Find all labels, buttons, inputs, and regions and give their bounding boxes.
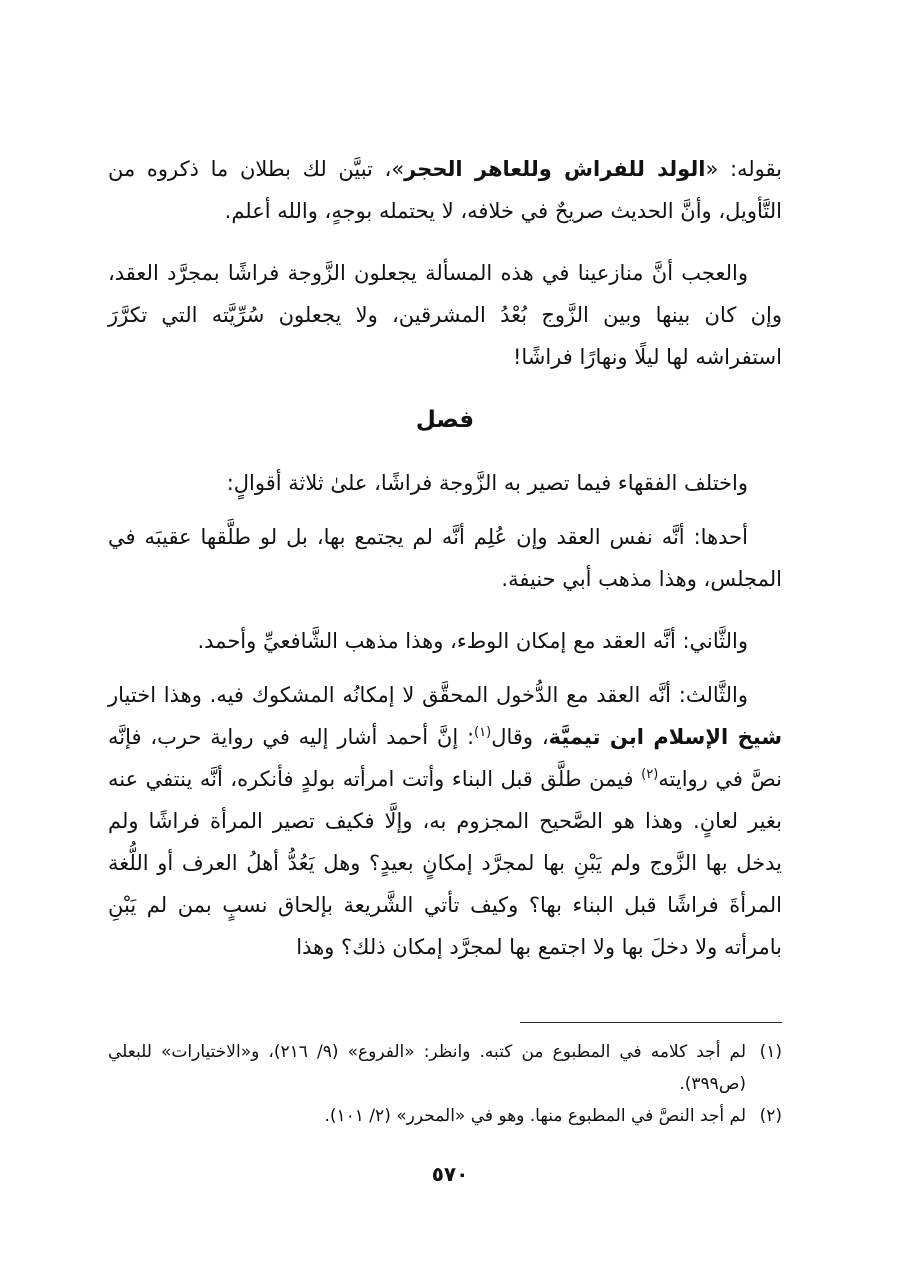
third-part-3: : إنَّ أحمد أشار إليه في رواية حرب، فإنَّه نصَّ في روايته	[108, 725, 783, 791]
footnotes	[108, 1036, 782, 1132]
second-opinion-text: والثَّاني: أنَّه العقد مع إمكان الوطء، وهذا مذهب الشَّافعيِّ وأحمد.	[197, 629, 748, 653]
ikhtilaf-text: واختلف الفقهاء فيما تصير به الزَّوجة فراشًا، علىٰ ثلاثة أقوالٍ:	[226, 471, 748, 495]
footnote-ref-1[interactable]: (١)	[474, 725, 492, 740]
paragraph-third-opinion	[108, 674, 782, 968]
wonder-text: والعجب أنَّ منازعينا في هذه المسألة يجعلون الزَّوجة فراشًا بمجرَّد العقد، وإن كان بينها وبين الزَّوج بُعْدُ المشرقين، ولا يجعلون سُرِّيَّته التي تكرَّرَ استفراشه لها ليلًا ونهارًا فراشًا!	[108, 261, 782, 369]
footnote-ref-2[interactable]: (٢)	[641, 767, 659, 782]
paragraph-first-opinion	[108, 516, 782, 600]
paragraph-wonder	[108, 252, 782, 378]
footnote-number: (٢)	[759, 1106, 782, 1126]
page-number: ٥٧٠	[431, 1162, 469, 1186]
section-heading: فصل	[415, 407, 475, 433]
first-opinion-text: أحدها: أنَّه نفس العقد وإن عُلِم أنَّه لم يجتمع بها، بل لو طلَّقها عقيبَه في المجلس، وهذا مذهب أبي حنيفة.	[108, 525, 782, 591]
footnote-text: لم أجد النصَّ في المطبوع منها. وهو في «المحرر» (٢/ ١٠١).	[324, 1106, 746, 1126]
intro-text-after: »، تبيَّن لك بطلان ما ذكروه من التَّأويل، وأنَّ الحديث صريحٌ في خلافه، لا يحتمله بوجهٍ، والله أعلم.	[108, 157, 782, 223]
paragraph-ikhtilaf	[108, 462, 782, 504]
third-part-4: فيمن طلَّق قبل البناء وأتت امرأته بولدٍ فأنكره، أنَّه ينتفي عنه بغير لعانٍ. وهذا هو الصَّحيح المجزوم به، وإلَّا فكيف تصير المرأة فراشًا ولم يدخل بها الزَّوج ولم يَبْنِ بها لمجرَّد إمكانٍ بعيدٍ؟ وهل يَعُدُّ أهلُ العرف أو اللُّغة المرأةَ فراشًا قبل البناء بها؟ وكيف تأتي الشَّريعة بإلحاق نسبٍ بمن لم يَبْنِ بامرأته ولا دخلَ بها ولا اجتمع بها لمجرَّد إمكان ذلك؟ وهذا	[108, 767, 782, 959]
third-part-2: ، وقال	[491, 725, 549, 749]
footnote-2	[108, 1100, 782, 1132]
shaykh-name: شيخ الإسلام ابن تيميَّة	[548, 725, 782, 749]
intro-text-before: بقوله: «	[705, 157, 782, 181]
footnote-number: (١)	[759, 1042, 782, 1062]
paragraph-intro	[108, 148, 782, 232]
footnote-1	[108, 1036, 782, 1100]
third-part-1: والثَّالث: أنَّه العقد مع الدُّخول المحقَّق لا إمكانُه المشكوك فيه. وهذا اختيار	[108, 683, 748, 707]
hadith-quote: الولد للفراش وللعاهر الحجر	[404, 157, 706, 181]
paragraph-second-opinion	[108, 620, 782, 662]
footnote-text: لم أجد كلامه في المطبوع من كتبه. وانظر: «الفروع» (٩/ ٢١٦)، و«الاختيارات» للبعلي (ص٣٩٩).	[108, 1042, 746, 1094]
footnote-divider	[520, 1022, 782, 1023]
